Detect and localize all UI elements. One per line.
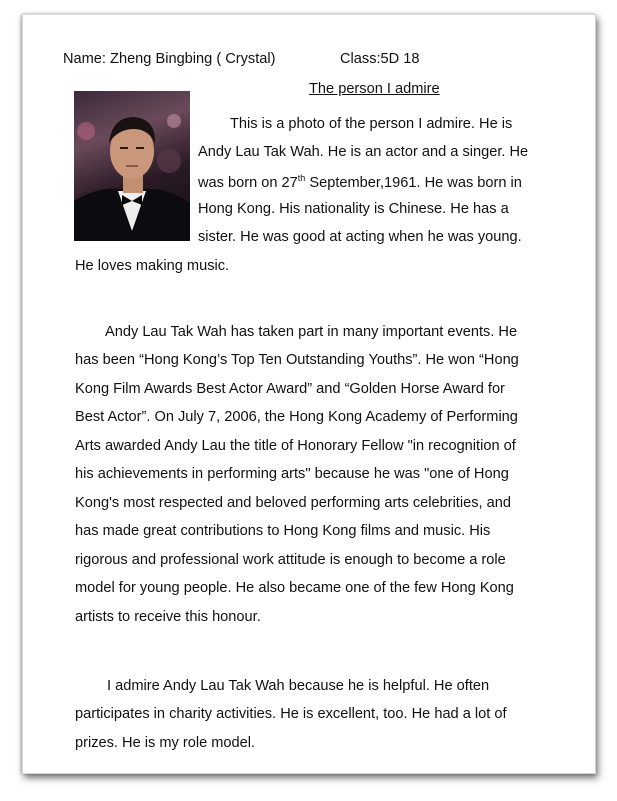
p2-line: Best Actor”. On July 7, 2006, the Hong Kong Academy of Performing — [75, 409, 518, 425]
p3-line: I admire Andy Lau Tak Wah because he is helpful. He often — [107, 678, 490, 694]
p1-line-3: was born on 27th September,1961. He was born in — [198, 173, 522, 191]
p1-line-6: He loves making music. — [75, 258, 230, 274]
p3-line: participates in charity activities. He is excellent, too. He had a lot of — [75, 706, 507, 722]
p2-line: has made great contributions to Hong Kong films and music. His — [75, 523, 491, 539]
p2-line: Kong Film Awards Best Actor Award” and “Golden Horse Award for — [75, 381, 505, 397]
page-title: The person I admire — [309, 81, 440, 97]
p1-line-2: Andy Lau Tak Wah. He is an actor and a singer. He — [198, 144, 529, 160]
student-class: Class:5D 18 — [340, 51, 420, 67]
p2-line: Andy Lau Tak Wah has taken part in many important events. He — [105, 324, 518, 340]
p2-line: model for young people. He also became one of the few Hong Kong — [75, 580, 514, 596]
student-name: Name: Zheng Bingbing ( Crystal) — [63, 51, 276, 67]
p2-line: has been “Hong Kong’s Top Ten Outstanding Youths”. He won “Hong — [75, 352, 519, 368]
p1-line-5: sister. He was good at acting when he was young. — [198, 229, 522, 245]
p2-line: his achievements in performing arts" because he was "one of Hong — [75, 466, 509, 482]
p1-line-4: Hong Kong. His nationality is Chinese. He has a — [198, 201, 509, 217]
p1-line-1: This is a photo of the person I admire. He is — [230, 116, 513, 132]
document-page — [22, 14, 596, 774]
p2-line: rigorous and professional work attitude is enough to become a role — [75, 552, 506, 568]
p2-line: Arts awarded Andy Lau the title of Honorary Fellow "in recognition of — [75, 438, 516, 454]
p3-line: prizes. He is my role model. — [75, 735, 256, 751]
portrait-photo — [74, 91, 190, 241]
p2-line: Kong's most respected and beloved performing arts celebrities, and — [75, 495, 511, 511]
p2-line: artists to receive this honour. — [75, 609, 261, 625]
